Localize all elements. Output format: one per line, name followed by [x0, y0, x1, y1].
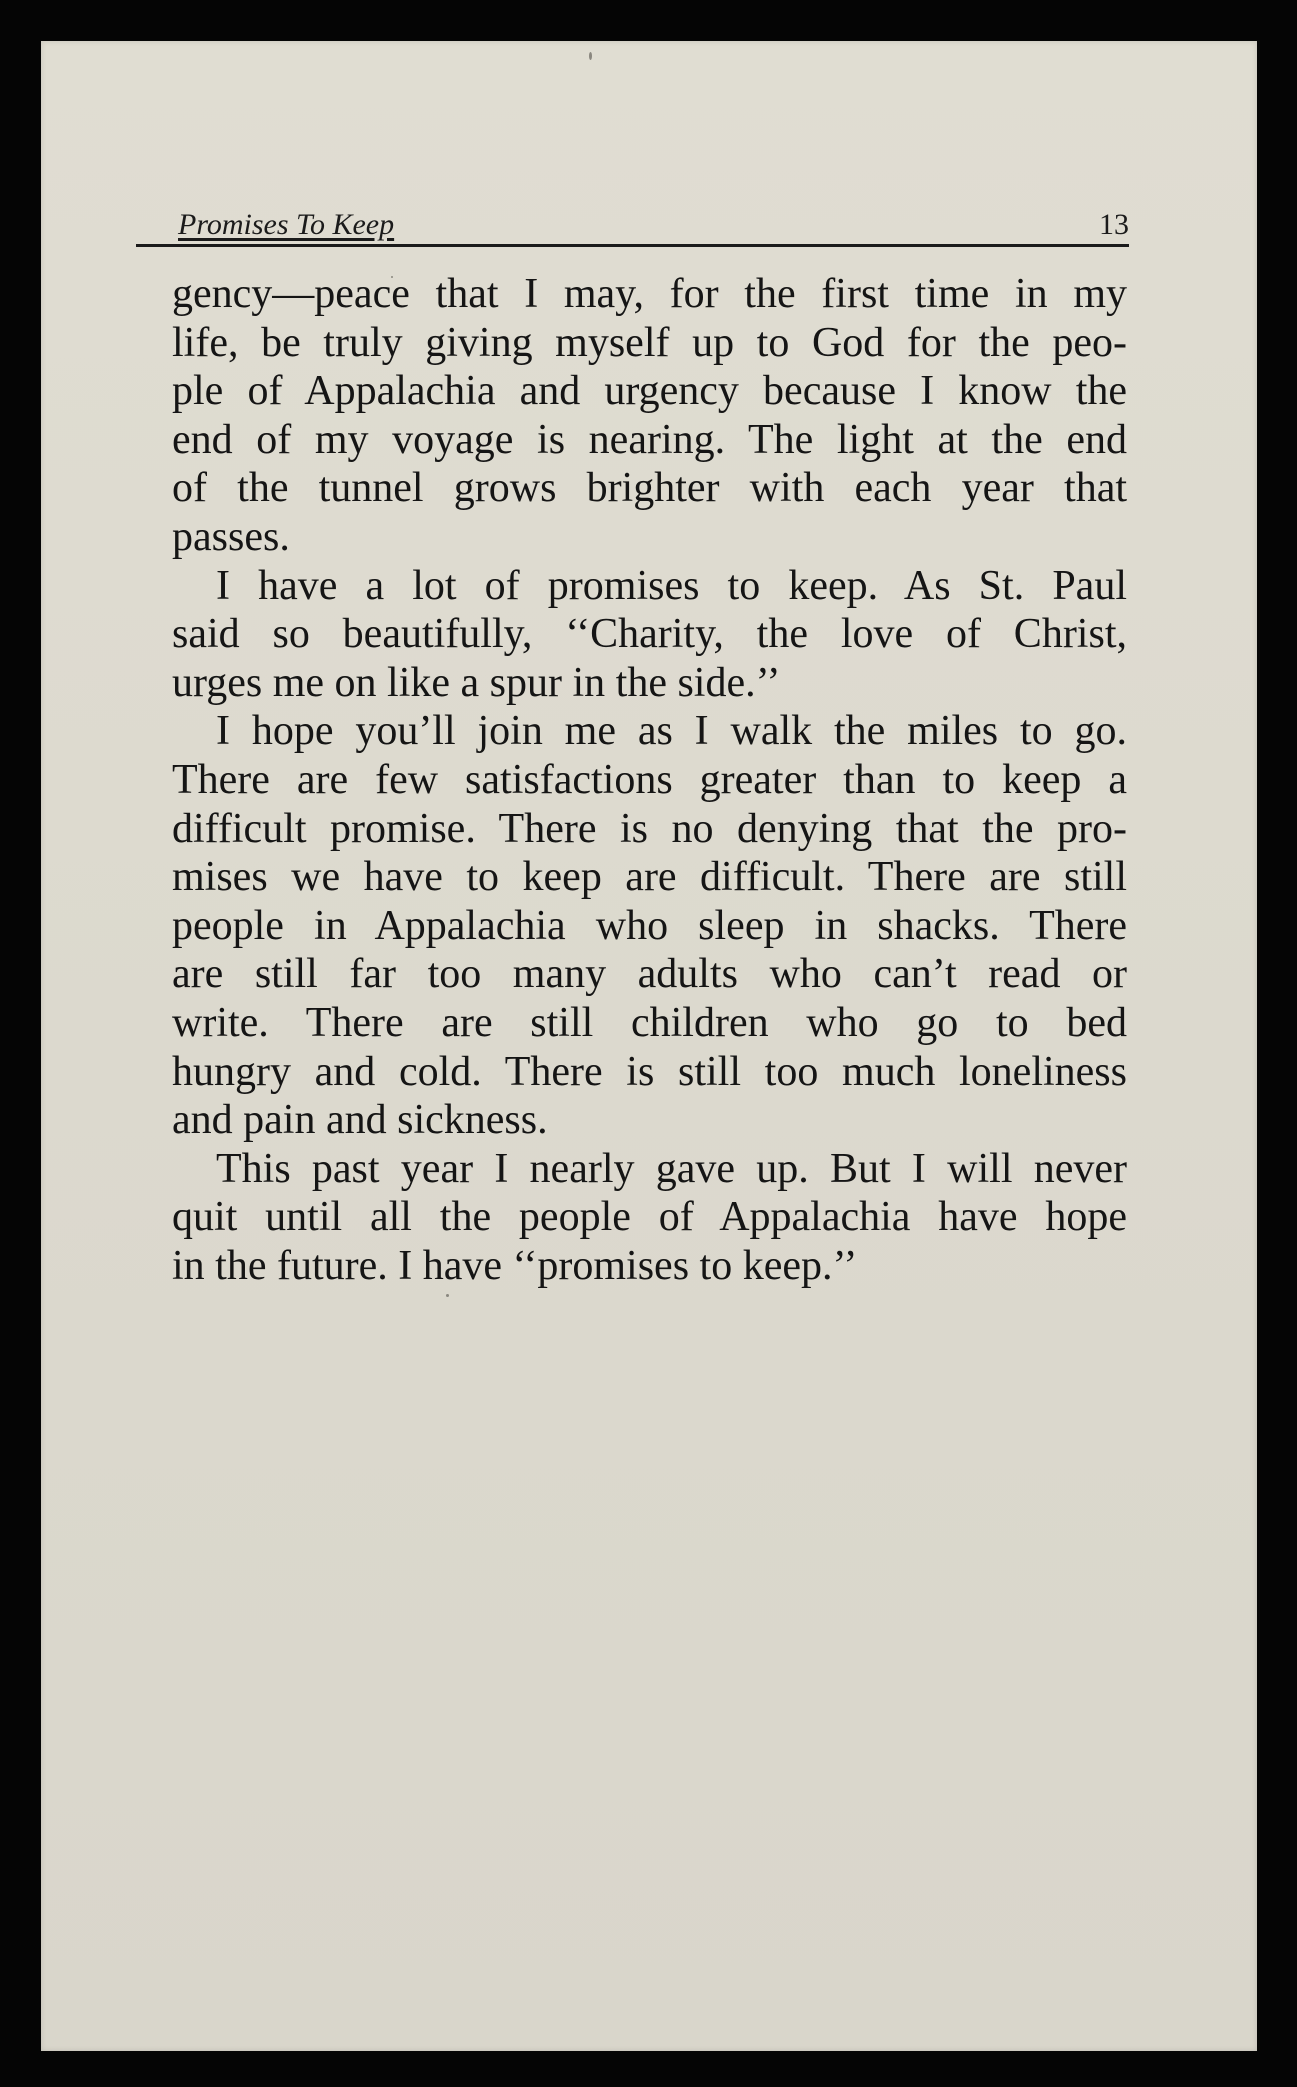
paragraph-1 [172, 270, 1127, 562]
text-line: There are few satisfactions greater than to keep a [172, 756, 1127, 803]
paper-speck [589, 52, 592, 60]
text-line: ple of Appalachia and urgency because I know the [172, 368, 1127, 415]
paragraph-2 [172, 562, 1127, 708]
text-line: hungry and cold. There is still too much loneliness [172, 1048, 1127, 1095]
text-line: life, be truly giving myself up to God for the peo- [172, 319, 1127, 366]
text-line: urges me on like a spur in the side.’’ [172, 659, 781, 706]
paragraph-4 [172, 1145, 1127, 1291]
running-title: Promises To Keep [178, 208, 395, 241]
text-line: This past year I nearly gave up. But I will never [216, 1145, 1127, 1192]
text-line: difficult promise. There is no denying that the pro- [172, 805, 1127, 852]
text-line: in the future. I have ‘‘promises to keep.’’ [172, 1242, 858, 1289]
text-line: I hope you’ll join me as I walk the miles to go. [216, 708, 1127, 755]
text-line: I have a lot of promises to keep. As St. Paul [216, 562, 1127, 609]
paper-speck [446, 1294, 449, 1297]
text-line: passes. [172, 513, 290, 560]
text-line: of the tunnel grows brighter with each year that [172, 465, 1127, 512]
text-line: are still far too many adults who can’t read or [172, 951, 1127, 998]
text-line: end of my voyage is nearing. The light at the end [172, 416, 1127, 463]
text-line: quit until all the people of Appalachia have hope [172, 1194, 1127, 1241]
text-line: people in Appalachia who sleep in shacks. There [172, 902, 1127, 949]
text-line: write. There are still children who go to bed [172, 999, 1127, 1046]
text-line: and pain and sickness. [172, 1097, 548, 1144]
running-header [136, 161, 1129, 247]
text-line: mises we have to keep are difficult. There are still [172, 854, 1127, 901]
paragraph-3 [172, 707, 1127, 1144]
body-text [172, 270, 1127, 1290]
text-line: said so beautifully, ‘‘Charity, the love of Christ, [172, 611, 1127, 658]
text-line: gency—peace that I may, for the first time in my [172, 271, 1127, 317]
page-number: 13 [1099, 208, 1129, 241]
